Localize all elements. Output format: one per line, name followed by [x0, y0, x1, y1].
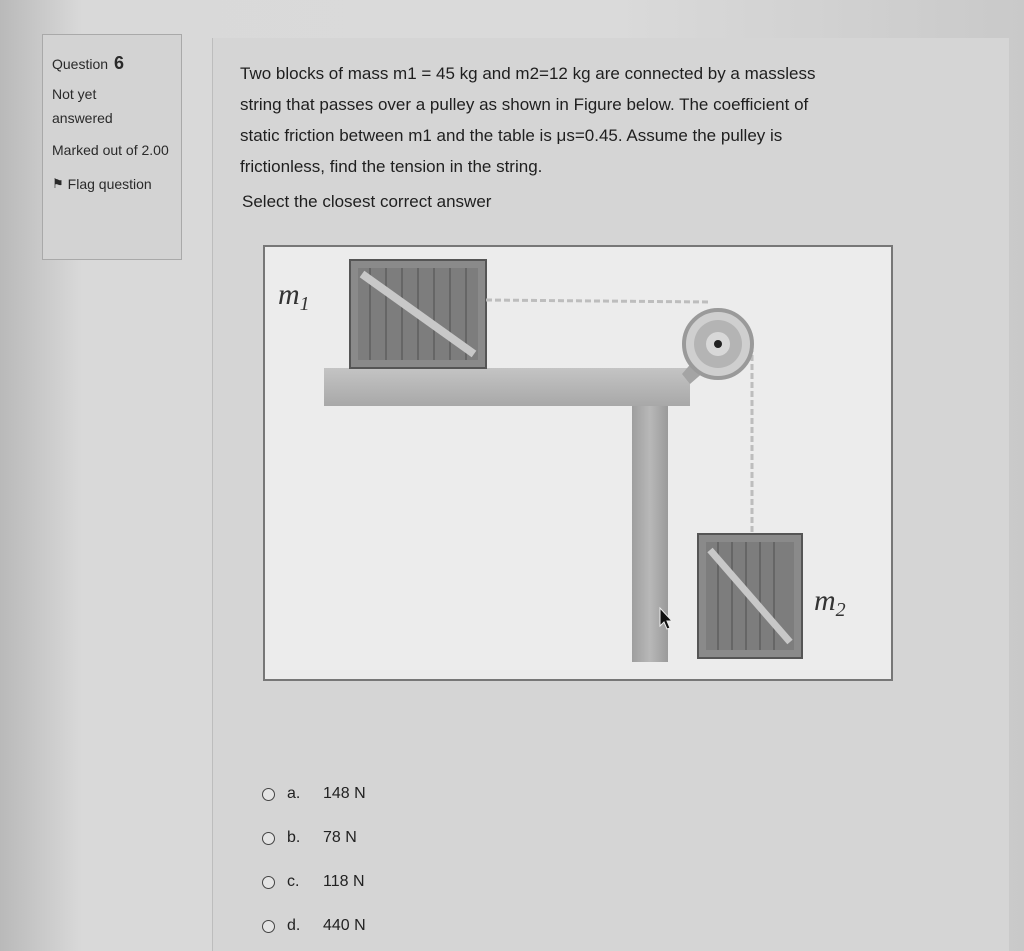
block-m1 [350, 260, 486, 368]
label-m2: $m_2$ [814, 584, 846, 621]
radio-button-b[interactable] [262, 832, 275, 845]
question-label: Question [52, 56, 109, 72]
question-status: Not yet answered [52, 86, 113, 126]
label-m1: $m_1$ [278, 278, 310, 315]
answer-options [262, 772, 366, 948]
table-top [324, 368, 690, 406]
answer-value: 78 N [323, 829, 357, 846]
answer-option-c[interactable] [262, 860, 366, 904]
answer-letter: d. [287, 917, 301, 934]
answer-option-d[interactable] [262, 904, 366, 948]
radio-button-d[interactable] [262, 920, 275, 933]
answer-value: 440 N [323, 917, 366, 934]
pulley-figure [258, 238, 898, 684]
block-m2 [698, 534, 802, 658]
flag-question-link[interactable] [52, 172, 181, 196]
question-info-panel [42, 34, 182, 260]
radio-button-c[interactable] [262, 876, 275, 889]
pulley [684, 310, 752, 378]
question-number: 6 [114, 53, 125, 73]
flag-question-label: Flag question [67, 176, 152, 192]
marked-out-of: Marked out of 2.00 [52, 142, 169, 158]
answer-letter: a. [287, 785, 301, 802]
question-text: Two blocks of mass m1 = 45 kg and m2=12 kg are connected by a massless string that passes over a pulley as shown in Figure below. The coefficient of static friction between m1 and the table is μs=0.45. Assume the pulley is frictionless, find the tension in the string. [240, 64, 816, 176]
answer-letter: c. [287, 873, 300, 890]
radio-button-a[interactable] [262, 788, 275, 801]
flag-icon: ⚑ [52, 176, 64, 191]
answer-value: 148 N [323, 785, 366, 802]
answer-option-a[interactable] [262, 772, 366, 816]
question-instruction: Select the closest correct answer [242, 192, 492, 211]
question-heading [52, 51, 181, 76]
answer-option-b[interactable] [262, 816, 366, 860]
answer-letter: b. [287, 829, 301, 846]
answer-value: 118 N [323, 873, 365, 890]
